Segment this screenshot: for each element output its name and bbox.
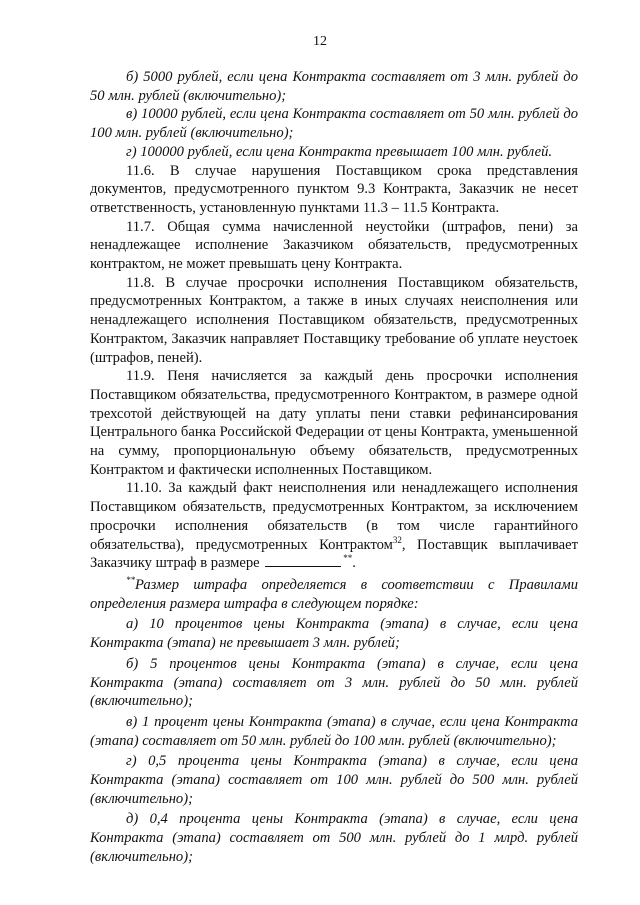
clause-11-10-text-mid: , Поставщик выплачивает Заказчику штраф в размере: [90, 536, 578, 572]
fine-size-note-mark: **: [126, 575, 135, 586]
penalty-tier-g: г) 100000 рублей, если цена Контракта превышает 100 млн. рублей.: [126, 143, 553, 160]
footnote-ref-double-star: **: [343, 553, 353, 564]
clause-11-7: 11.7. Общая сумма начисленной неустойки (штрафов, пени) за ненадлежащее исполнение Заказчиком обязательств, предусмотренных контрактом, не может превышать цену Контракта.: [90, 218, 578, 273]
penalty-tier-b: б) 5000 рублей, если цена Контракта составляет от 3 млн. рублей до 50 млн. рублей (включительно);: [90, 69, 578, 104]
fine-size-note: [90, 576, 578, 613]
clause-11-8: 11.8. В случае просрочки исполнения Поставщиком обязательств, предусмотренных Контрактом, а также в иных случаях неисполнения или ненадлежащего исполнения Поставщиком обязательств, предусмотренных Контрактом, Заказчик направляет Поставщику требование об уплате неустоек (штрафов, пеней).: [90, 274, 578, 366]
fine-tier-b: б) 5 процентов цены Контракта (этапа) в случае, если цена Контракта (этапа) составляет от 3 млн. рублей до 50 млн. рублей (включительно);: [90, 655, 578, 710]
document-body: [90, 68, 578, 867]
fine-tier-v: в) 1 процент цены Контракта (этапа) в случае, если цена Контракта (этапа) составляет от 50 млн. рублей до 100 млн. рублей (включительно);: [90, 713, 578, 749]
fine-tier-a: а) 10 процентов цены Контракта (этапа) в случае, если цена Контракта (этапа) не превышает 3 млн. рублей;: [90, 616, 578, 652]
fine-tier-g: г) 0,5 процента цены Контракта (этапа) в случае, если цена Контракта (этапа) составляет от 100 млн. рублей до 500 млн. рублей (включительно);: [90, 753, 578, 807]
penalty-amount-blank: [265, 555, 341, 567]
fine-size-note-text: Размер штрафа определяется в соответствии с Правилами определения размера штрафа в следующем порядке:: [90, 576, 578, 612]
page-number: 12: [313, 34, 327, 49]
clause-11-9: 11.9. Пеня начисляется за каждый день просрочки исполнения Поставщиком обязательства, предусмотренного Контрактом, в размере одной трехсотой действующей на дату уплаты пени ставки рефинансирования Центрального банка Российской Федерации от цены Контракта, уменьшенной на сумму, пропорциональную объему обязательств, предусмотренных Контрактом и фактически исполненных Поставщиком.: [90, 368, 578, 478]
footnote-ref-32: 32: [392, 534, 402, 545]
penalty-tier-v: в) 10000 рублей, если цена Контракта составляет от 50 млн. рублей до 100 млн. рублей (включительно);: [90, 106, 578, 142]
fine-tier-d: д) 0,4 процента цены Контракта (этапа) в случае, если цена Контракта (этапа) составляет от 500 млн. рублей до 1 млрд. рублей (включительно);: [90, 811, 578, 865]
clause-11-10: [90, 479, 578, 573]
clause-11-10-text-end: .: [352, 555, 356, 572]
clause-11-6: 11.6. В случае нарушения Поставщиком срока представления документов, предусмотренного пунктом 9.3 Контракта, Заказчик не несет ответственность, установленную пунктами 11.3 – 11.5 Контракта.: [90, 162, 578, 216]
clause-11-10-text-start: 11.10. За каждый факт неисполнения или ненадлежащего исполнения Поставщиком обязательств, предусмотренных Контрактом, за исключением просрочки исполнения обязательств (в том числе гарантийного обязательства), предусмотренных Контрактом: [90, 480, 578, 553]
